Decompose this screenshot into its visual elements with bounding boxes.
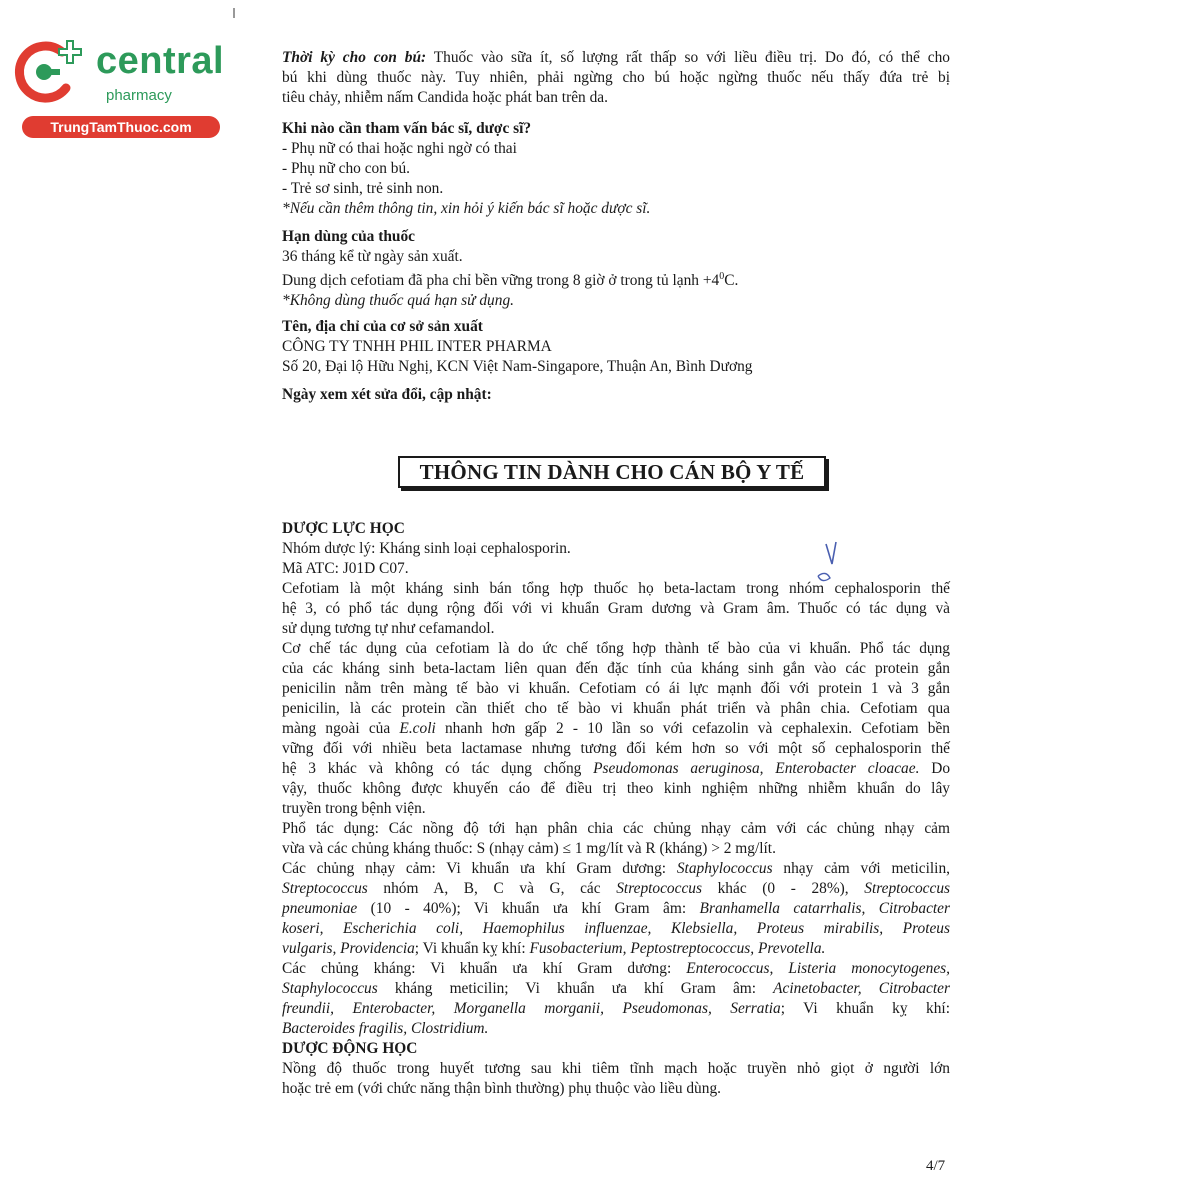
paragraph-line: vừa và các chủng kháng thuốc: S (nhạy cảm) ≤ 1 mg/lít và R (kháng) > 2 mg/lít. <box>282 840 776 857</box>
paragraph-line: penicilin, là các protein cần thiết cho tế bào vi khuẩn phát triển và phân chia. Cefotiam qua <box>282 700 950 717</box>
text-span: kháng meticilin; Vi khuẩn ưa khí Gram âm: <box>377 980 774 997</box>
text-span: nhanh hơn gấp 2 - 10 lần so với cefazolin và cephalexin. Cefotiam bền <box>435 720 950 737</box>
breastfeeding-label: Thời kỳ cho con bú: <box>282 49 427 66</box>
text-span: (10 - 40%); Vi khuẩn ưa khí Gram âm: <box>357 900 700 917</box>
health-professional-banner: THÔNG TIN DÀNH CHO CÁN BỘ Y TẾ <box>398 456 826 488</box>
species-name: pneumoniae <box>282 900 358 917</box>
expiry-line-2-text: Dung dịch cefotiam đã pha chỉ bền vững trong 8 giờ ở trong tủ lạnh +4 <box>282 272 720 290</box>
pharmacodynamics-heading: DƯỢC LỰC HỌC <box>282 520 405 537</box>
breastfeeding-line-1 <box>282 48 950 68</box>
consult-note: *Nếu cần thêm thông tin, xin hỏi ý kiến bác sĩ hoặc dược sĩ. <box>282 200 651 217</box>
text-span: màng ngoài của <box>282 720 400 737</box>
page-number: 4/7 <box>926 1158 946 1174</box>
paragraph-line <box>282 939 950 959</box>
paragraph-line: Phổ tác dụng: Các nồng độ tới hạn phân chia các chủng nhạy cảm với các chủng nhạy cảm <box>282 820 950 837</box>
species-name: Fusobacterium, Peptostreptococcus, Prevotella. <box>529 940 826 957</box>
paragraph-line: vậy, thuốc không được khuyến cáo để điều trị theo kinh nghiệm những nhiễm khuẩn do lây <box>282 780 950 797</box>
species-name: Acinetobacter, Citrobacter <box>773 980 950 997</box>
breastfeeding-section <box>282 48 950 108</box>
text-span: khác (0 - 28%), <box>701 880 865 897</box>
breastfeeding-line-3: tiêu chảy, nhiễm nấm Candida hoặc phát ban trên da. <box>282 89 608 106</box>
breastfeeding-line-2: bú khi dùng thuốc này. Tuy nhiên, phải ngừng cho bú hoặc ngừng thuốc nếu thấy đứa trẻ bị <box>282 69 950 86</box>
text-span: Các chủng nhạy cảm: Vi khuẩn ưa khí Gram dương: <box>282 860 677 877</box>
expiry-note: *Không dùng thuốc quá hạn sử dụng. <box>282 292 514 310</box>
text-span: ; Vi khuẩn kỵ khí: <box>414 940 530 957</box>
pharmacodynamics-section <box>282 519 950 1099</box>
paragraph-line: Cơ chế tác dụng của cefotiam là do ức chế tổng hợp thành tế bào của vi khuẩn. Phổ tác dụng <box>282 640 950 657</box>
consult-item: - Trẻ sơ sinh, trẻ sinh non. <box>282 180 444 197</box>
logo-site-url[interactable]: TrungTamThuoc.com <box>22 116 220 138</box>
paragraph-line <box>282 859 950 879</box>
paragraph-line <box>282 719 950 739</box>
paragraph-line: Nồng độ thuốc trong huyết tương sau khi tiêm tĩnh mạch hoặc truyền nhỏ giọt ở người lớn <box>282 1060 950 1077</box>
text-span: Các chủng kháng: Vi khuẩn ưa khí Gram dương: <box>282 960 687 977</box>
paragraph-line <box>282 979 950 999</box>
consult-item: - Phụ nữ có thai hoặc nghi ngờ có thai <box>282 140 517 157</box>
paragraph-line: hệ 3, có phổ tác dụng rộng đối với vi khuẩn Gram dương và Gram âm. Thuốc có tác dụng và <box>282 600 950 617</box>
expiry-line-2-unit: C. <box>724 272 739 290</box>
species-name: Streptococcus <box>616 880 702 897</box>
pharmacological-group: Nhóm dược lý: Kháng sinh loại cephalosporin. <box>282 540 571 557</box>
review-section <box>282 385 950 405</box>
paragraph-line: koseri, Escherichia coli, Haemophilus influenzae, Klebsiella, Proteus mirabilis, Proteus <box>282 920 950 937</box>
manufacturer-address: Số 20, Đại lộ Hữu Nghị, KCN Việt Nam-Singapore, Thuận An, Bình Dương <box>282 358 753 375</box>
species-name: vulgaris, Providencia <box>282 940 415 957</box>
consult-heading: Khi nào cần tham vấn bác sĩ, dược sĩ? <box>282 120 532 137</box>
scan-mark-icon <box>232 8 236 18</box>
paragraph-line: sử dụng tương tự như cefamandol. <box>282 620 495 637</box>
paragraph-line: vững đối với nhiều beta lactamase nhưng tương đối kém hơn so với một số cephalosporin thế <box>282 740 950 757</box>
consult-section <box>282 119 950 219</box>
atc-code: Mã ATC: J01D C07. <box>282 560 409 577</box>
degree-superscript: 0 <box>719 271 725 282</box>
species-name: Enterococcus, Listeria monocytogenes, <box>686 960 950 977</box>
paragraph-line: Cefotiam là một kháng sinh bán tổng hợp thuốc họ beta-lactam trong nhóm cephalosporin thế <box>282 580 950 597</box>
paragraph-line <box>282 899 950 919</box>
paragraph-line <box>282 879 950 899</box>
paragraph-line: penicilin nằm trên màng tế bào vi khuẩn. Cefotiam có ái lực mạnh đối với protein 1 và 3 gắn <box>282 680 950 697</box>
breastfeeding-text-1: Thuốc vào sữa ít, số lượng rất thấp so với liều điều trị. Do đó, có thể cho <box>433 49 950 66</box>
consult-item: - Phụ nữ cho con bú. <box>282 160 411 177</box>
text-span: Do <box>919 760 951 777</box>
paragraph-line: truyền trong bệnh viện. <box>282 800 426 817</box>
text-span: hệ 3 khác và không có tác dụng chống <box>282 760 594 777</box>
species-name: Staphylococcus <box>676 860 773 877</box>
species-name: Pseudomonas aeruginosa, Enterobacter cloacae. <box>593 760 920 777</box>
review-heading: Ngày xem xét sửa đổi, cập nhật: <box>282 386 492 403</box>
species-name: Streptococcus <box>864 880 951 897</box>
pharmacy-logo[interactable] <box>10 36 225 138</box>
paragraph-line <box>282 999 950 1019</box>
logo-brand-text: central <box>96 40 225 82</box>
expiry-line-2 <box>282 267 950 291</box>
species-name: freundii, Enterobacter, Morganella morganii, Pseudomonas, Serratia <box>282 1000 781 1017</box>
central-pharmacy-logo-icon <box>10 36 90 110</box>
paragraph-line <box>282 759 950 779</box>
species-name: E.coli <box>399 720 436 737</box>
species-name: Branhamella catarrhalis, Citrobacter <box>699 900 950 917</box>
manufacturer-heading: Tên, địa chỉ của cơ sở sản xuất <box>282 318 483 335</box>
text-span: nhạy cảm với meticilin, <box>772 860 950 877</box>
expiry-section <box>282 227 950 311</box>
paragraph-line: của các kháng sinh beta-lactam liên quan đến đặc tính của kháng sinh gắn vào các protein gắn <box>282 660 950 677</box>
text-span: ; Vi khuẩn kỵ khí: <box>780 1000 950 1017</box>
paragraph-line: hoặc trẻ em (với chức năng thận bình thường) phụ thuộc vào liều dùng. <box>282 1080 721 1097</box>
paragraph-line: Bacteroides fragilis, Clostridium. <box>282 1020 489 1037</box>
text-span: nhóm A, B, C và G, các <box>367 880 617 897</box>
paragraph-line <box>282 959 950 979</box>
logo-sub-text: pharmacy <box>106 87 172 104</box>
pharmacokinetics-heading: DƯỢC ĐỘNG HỌC <box>282 1040 418 1057</box>
expiry-line-1: 36 tháng kể từ ngày sản xuất. <box>282 248 463 265</box>
species-name: Staphylococcus <box>282 980 378 997</box>
expiry-heading: Hạn dùng của thuốc <box>282 228 415 245</box>
species-name: Streptococcus <box>282 880 368 897</box>
manufacturer-section <box>282 317 950 377</box>
manufacturer-name: CÔNG TY TNHH PHIL INTER PHARMA <box>282 338 552 355</box>
